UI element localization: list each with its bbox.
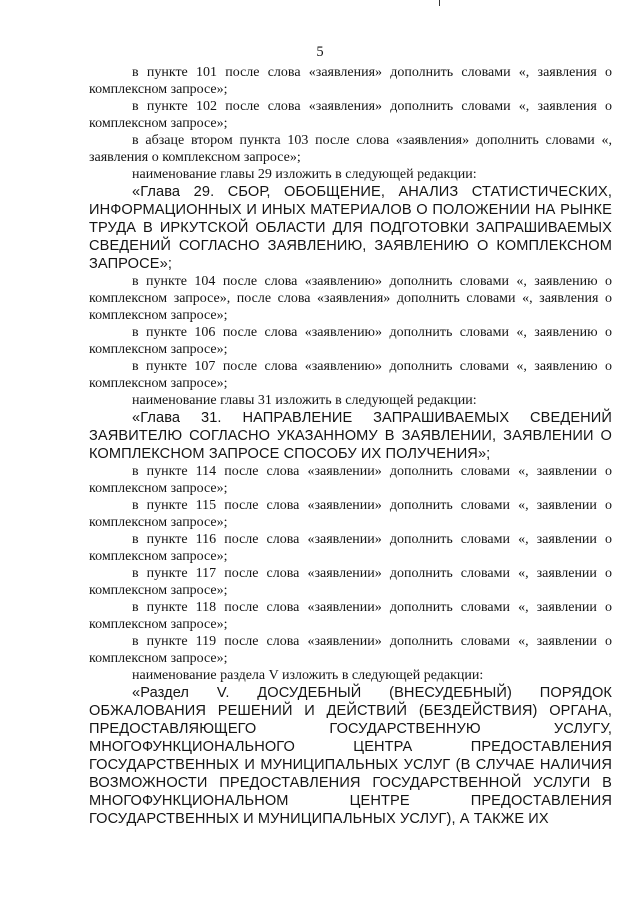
paragraph-11: в пункте 114 после слова «заявлении» дополнить словами «, заявлении о комплексном запросе»; bbox=[89, 464, 612, 496]
paragraph-9: наименование главы 31 изложить в следующей редакции: bbox=[132, 393, 477, 408]
paragraph-17: наименование раздела V изложить в следующей редакции: bbox=[132, 668, 484, 683]
scan-mark bbox=[439, 0, 440, 6]
paragraph-15: в пункте 118 после слова «заявлении» дополнить словами «, заявлении о комплексном запросе»; bbox=[89, 600, 612, 632]
paragraph-16: в пункте 119 после слова «заявлении» дополнить словами «, заявлении о комплексном запросе»; bbox=[89, 634, 612, 666]
paragraph-3: в абзаце втором пункта 103 после слова «заявления» дополнить словами «, заявления о комплексном запросе»; bbox=[89, 133, 612, 165]
page-number: 5 bbox=[316, 44, 324, 60]
paragraph-1: в пункте 101 после слова «заявления» дополнить словами «, заявления о комплексном запросе»; bbox=[89, 65, 612, 97]
chapter-31-heading: «Глава 31. НАПРАВЛЕНИЕ ЗАПРАШИВАЕМЫХ СВЕДЕНИЙ ЗАЯВИТЕЛЮ СОГЛАСНО УКАЗАННОМУ В ЗАЯВЛЕНИИ, ЗАЯВЛЕНИИ О КОМПЛЕКСНОМ ЗАПРОСЕ СПОСОБУ ИХ ПОЛУЧЕНИЯ»; bbox=[89, 410, 612, 462]
section-v-heading: «Раздел V. ДОСУДЕБНЫЙ (ВНЕСУДЕБНЫЙ) ПОРЯДОК ОБЖАЛОВАНИЯ РЕШЕНИЙ И ДЕЙСТВИЙ (БЕЗДЕЙСТВИЯ) ОРГАНА, ПРЕДОСТАВЛЯЮЩЕГО ГОСУДАРСТВЕННУЮ УСЛУГУ, МНОГОФУНКЦИОНАЛЬНОГО ЦЕНТРА ПРЕДОСТАВЛЕНИЯ ГОСУДАРСТВЕННЫХ И МУНИЦИПАЛЬНЫХ УСЛУГ (В СЛУЧАЕ НАЛИЧИЯ ВОЗМОЖНОСТИ ПРЕДОСТАВЛЕНИЯ ГОСУДАРСТВЕННОЙ УСЛУГИ В МНОГОФУНКЦИОНАЛЬНОМ ЦЕНТРЕ ПРЕДОСТАВЛЕНИЯ ГОСУДАРСТВЕННЫХ И МУНИЦИПАЛЬНЫХ УСЛУГ), А ТАКЖЕ ИХ bbox=[89, 685, 612, 827]
paragraph-14: в пункте 117 после слова «заявлении» дополнить словами «, заявлении о комплексном запросе»; bbox=[89, 566, 612, 598]
paragraph-13: в пункте 116 после слова «заявлении» дополнить словами «, заявлении о комплексном запросе»; bbox=[89, 532, 612, 564]
paragraph-4: наименование главы 29 изложить в следующей редакции: bbox=[132, 167, 477, 182]
paragraph-12: в пункте 115 после слова «заявлении» дополнить словами «, заявлении о комплексном запросе»; bbox=[89, 498, 612, 530]
paragraph-8: в пункте 107 после слова «заявлению» дополнить словами «, заявлению о комплексном запросе»; bbox=[89, 359, 612, 391]
paragraph-7: в пункте 106 после слова «заявлению» дополнить словами «, заявлению о комплексном запросе»; bbox=[89, 325, 612, 357]
paragraph-2: в пункте 102 после слова «заявления» дополнить словами «, заявления о комплексном запросе»; bbox=[89, 99, 612, 131]
document-body bbox=[89, 64, 612, 828]
chapter-29-heading: «Глава 29. СБОР, ОБОБЩЕНИЕ, АНАЛИЗ СТАТИСТИЧЕСКИХ, ИНФОРМАЦИОННЫХ И ИНЫХ МАТЕРИАЛОВ О ПОЛОЖЕНИИ НА РЫНКЕ ТРУДА В ИРКУТСКОЙ ОБЛАСТИ ДЛЯ ПОДГОТОВКИ ЗАПРАШИВАЕМЫХ СВЕДЕНИЙ СОГЛАСНО ЗАЯВЛЕНИЮ, ЗАЯВЛЕНИЮ О КОМПЛЕКСНОМ ЗАПРОСЕ»; bbox=[89, 184, 612, 272]
paragraph-6: в пункте 104 после слова «заявлению» дополнить словами «, заявлению о комплексном запросе», после слова «заявления» дополнить словами «, заявления о комплексном запросе»; bbox=[89, 274, 612, 323]
